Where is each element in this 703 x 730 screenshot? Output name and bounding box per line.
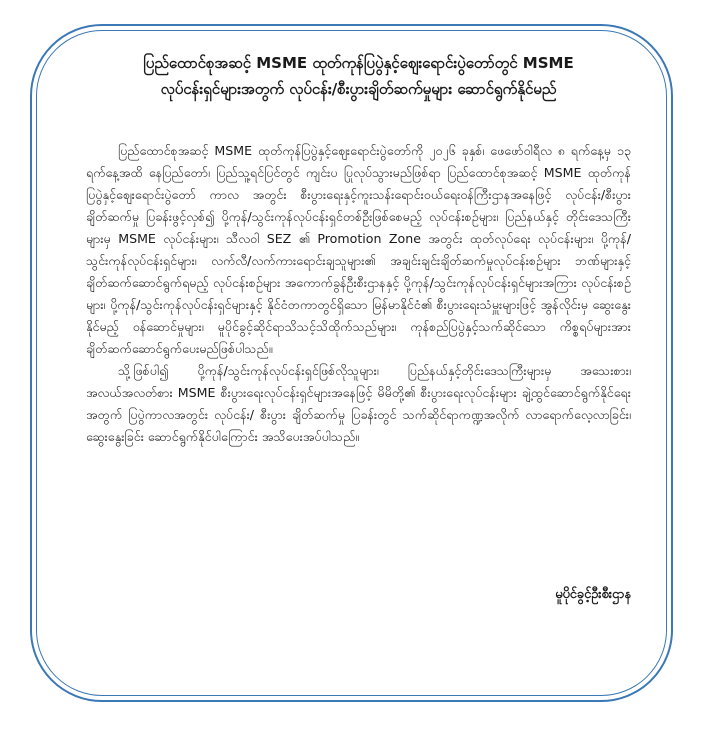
- document-body: [86, 50, 631, 602]
- title-line-2: လုပ်ငန်းရှင်များအတွက် လုပ်ငန်း/စီးပွားချိတ်ဆက်မှုများ ဆောင်ရွက်နိုင်မည်: [160, 80, 557, 98]
- paragraph-2: သို့ဖြစ်ပါ၍ ပို့ကုန်/သွင်းကုန်လုပ်ငန်းရှင်ဖြစ်လိုသူများ၊ ပြည်နယ်နှင့်တိုင်းဒေသကြီးများမှ အသေးစား၊ အလယ်အလတ်စား MSME စီးပွားရေးလုပ်ငန်းရှင်များအနေဖြင့် မိမိတို့၏ စီးပွားရေးလုပ်ငန်းများ ချဲ့ထွင်ဆောင်ရွက်နိုင်ရေးအတွက် ပြပွဲကာလအတွင်း လုပ်ငန်း/ စီးပွား ချိတ်ဆက်မှု ပြခန်းတွင် သက်ဆိုင်ရာကဏ္ဍအလိုက် လာရောက်လေ့လာခြင်း၊ ဆွေးနွေးခြင်း ဆောင်ရွက်နိုင်ပါကြောင်း အသိပေးအပ်ပါသည်။: [86, 363, 631, 444]
- paragraph-1: ပြည်ထောင်စုအဆင့် MSME ထုတ်ကုန်ပြပွဲနှင့်ဈေးရောင်းပွဲတော်ကို ၂၀၂၆ ခုနှစ်၊ ဖေဖော်ဝါရီလ ၈ ရက်နေ့မှ ၁၃ ရက်နေ့အထိ နေပြည်တော်၊ ပြည်သူ့ရင်ပြင်တွင် ကျင်းပ ပြုလုပ်သွားမည်ဖြစ်ရာ ပြည်ထောင်စုအဆင့် MSME ထုတ်ကုန်ပြပွဲနှင့်ဈေးရောင်းပွဲတော် ကာလ အတွင်း စီးပွားရေးနှင့်ကူးသန်းရောင်းဝယ်ရေးဝန်ကြီးဌာနအနေဖြင့် လုပ်ငန်း/စီးပွား ချိတ်ဆက်မှု ပြခန်းဖွင့်လှစ်၍ ပို့ကုန်/သွင်းကုန်လုပ်ငန်းရှင်တစ်ဦးဖြစ်စေမည့် လုပ်ငန်းစဉ်များ၊ ပြည်နယ်နှင့် တိုင်းဒေသကြီးများမှ MSME လုပ်ငန်းများ၊ သီလဝါ SEZ ၏ Promotion Zone အတွင်း ထုတ်လုပ်ရေး လုပ်ငန်းများ၊ ပို့ကုန်/သွင်းကုန်လုပ်ငန်းရှင်များ၊ လက်လီ/လက်ကားရောင်းချသူများ၏ အချင်းချင်းချိတ်ဆက်မှုလုပ်ငန်းစဉ်များ ဘဏ်များနှင့် ချိတ်ဆက်ဆောင်ရွက်ရမည့် လုပ်ငန်းစဉ်များ အကောက်ခွန်ဦးစီးဌာနနှင့် ပို့ကုန်/သွင်းကုန်လုပ်ငန်းရှင်များအကြား လုပ်ငန်းစဉ်များ၊ ပို့ကုန်/သွင်းကုန်လုပ်ငန်းရှင်များနှင့် နိုင်ငံတကာတွင်ရှိသော မြန်မာနိုင်ငံ၏ စီးပွားရေးသံမှူးများဖြင့် အွန်လိုင်းမှ ဆွေးနွေးနိုင်မည့် ဝန်ဆောင်မှုများ၊ မူပိုင်ခွင့်ဆိုင်ရာသိသင့်သိထိုက်သည်များ၊ ကုန်စည်ပြပွဲနှင့်သက်ဆိုင်သော ကိစ္စရပ်များအား ချိတ်ဆက်ဆောင်ရွက်ပေးမည်ဖြစ်ပါသည်။: [86, 143, 631, 356]
- signature: မူပိုင်ခွင့်ဦးစီးဌာန: [555, 587, 631, 602]
- document-title: [86, 50, 631, 102]
- title-line-1: ပြည်ထောင်စုအဆင့် MSME ထုတ်ကုန်ပြပွဲနှင့်ဈေးရောင်းပွဲတော်တွင် MSME: [143, 54, 574, 72]
